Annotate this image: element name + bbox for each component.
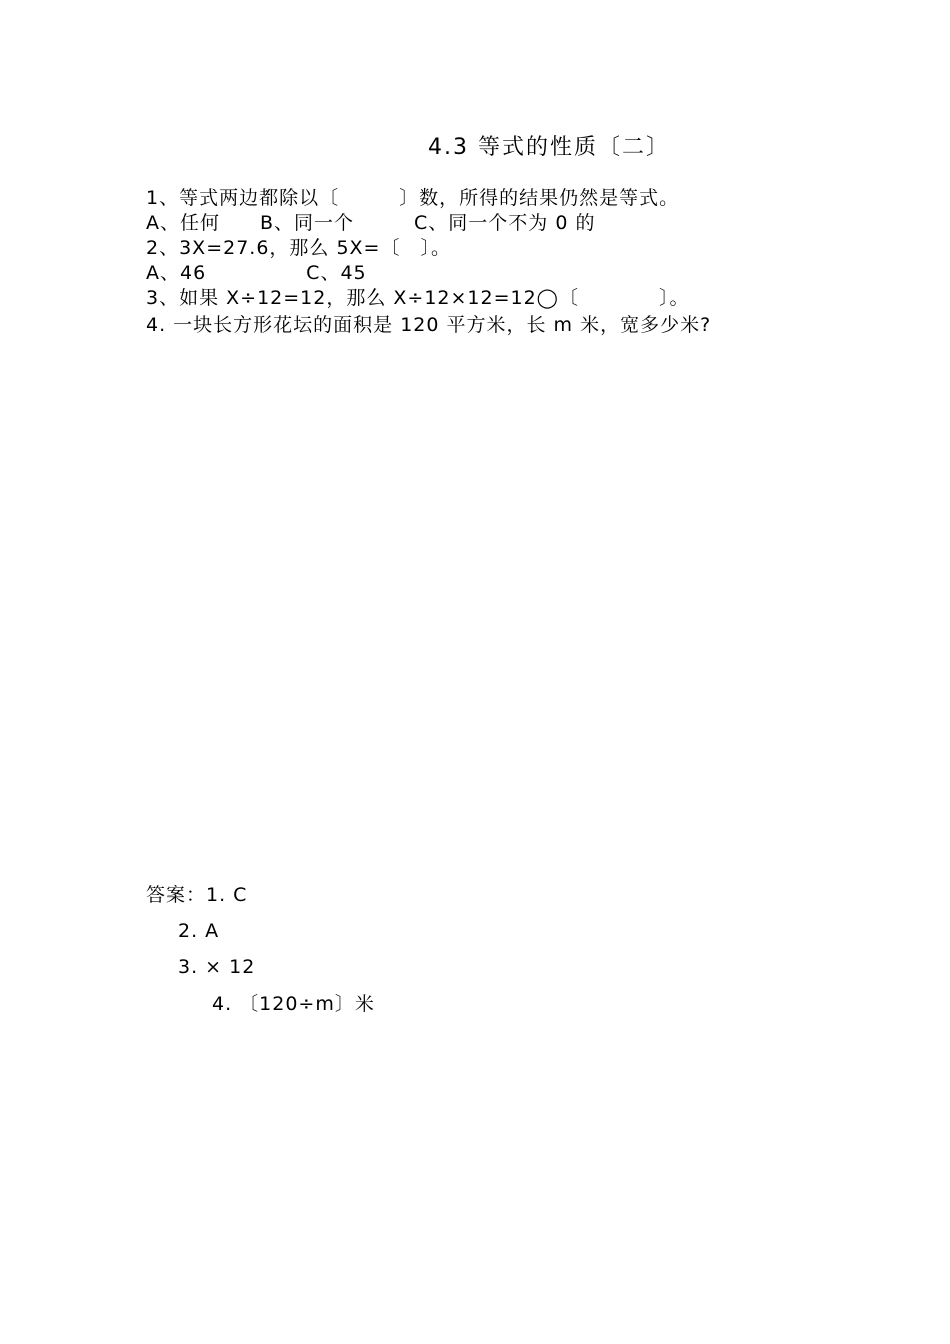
answer-1: 答案：1. C (146, 884, 248, 906)
answer-2: 2. A (178, 920, 220, 942)
question-4: 4. 一块长方形花坛的面积是 120 平方米，长 m 米，宽多少米? (146, 314, 712, 336)
question-1: 1、等式两边都除以〔 〕数，所得的结果仍然是等式。 (146, 187, 680, 209)
page-title: 4.3 等式的性质〔二〕 (428, 135, 670, 160)
question-1-options: A、任何 B、同一个 C、同一个不为 0 的 (146, 212, 596, 234)
question-3: 3、如果 X÷12=12，那么 X÷12×12=12◯〔 〕。 (146, 287, 690, 309)
question-2: 2、3X=27.6，那么 5X=〔 〕。 (146, 237, 451, 259)
answer-3: 3. × 12 (178, 956, 256, 978)
question-2-options: A、46 C、45 (146, 262, 367, 284)
answer-4: 4. 〔120÷m〕米 (212, 993, 375, 1015)
